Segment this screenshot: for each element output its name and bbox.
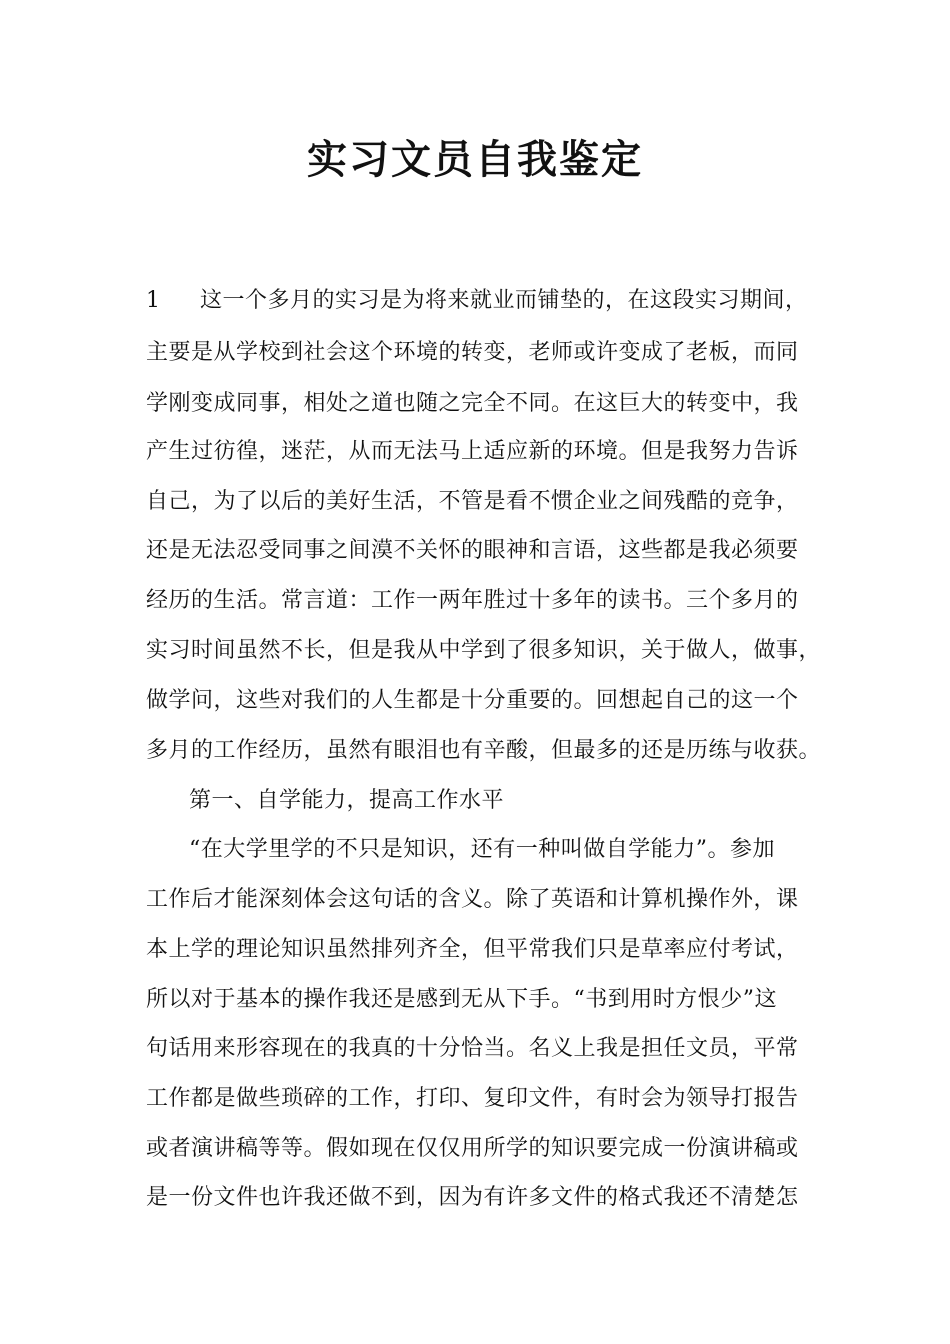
text-line: 本上学的理论知识虽然排列齐全，但平常我们只是草率应付考试， [146, 937, 799, 962]
text-line: 句话用来形容现在的我真的十分恰当。名义上我是担任文员，平常 [146, 1036, 799, 1061]
text-line: 多月的工作经历，虽然有眼泪也有辛酸，但最多的还是历练与收获。 [146, 738, 822, 763]
text-line: 自己，为了以后的美好生活，不管是看不惯企业之间残酷的竞争， [146, 489, 799, 514]
text-line: 产生过彷徨，迷茫，从而无法马上适应新的环境。但是我努力告诉 [146, 439, 799, 464]
text-line: 做学问，这些对我们的人生都是十分重要的。回想起自己的这一个 [146, 688, 799, 713]
text-line-content: 这一个多月的实习是为将来就业而铺垫的，在这段实习期间， [200, 288, 808, 313]
text-line: 主要是从学校到社会这个环境的转变，老师或许变成了老板，而同 [146, 340, 799, 365]
text-line [146, 287, 808, 315]
text-line: “在大学里学的不只是知识，还有一种叫做自学能力”。参加 [189, 837, 775, 862]
section-heading: 第一、自学能力，提高工作水平 [189, 788, 505, 813]
text-line: 还是无法忍受同事之间漠不关怀的眼神和言语，这些都是我必须要 [146, 538, 799, 563]
text-line: 是一份文件也许我还做不到，因为有许多文件的格式我还不清楚怎 [146, 1185, 799, 1210]
text-line: 实习时间虽然不长，但是我从中学到了很多知识，关于做人，做事， [146, 638, 822, 663]
text-line: 工作后才能深刻体会这句话的含义。除了英语和计算机操作外，课 [146, 887, 799, 912]
text-line: 所以对于基本的操作我还是感到无从下手。“书到用时方恨少”这 [146, 987, 777, 1012]
text-line: 学刚变成同事，相处之道也随之完全不同。在这巨大的转变中，我 [146, 391, 799, 416]
document-title: 实习文员自我鉴定 [307, 137, 643, 183]
text-line: 工作都是做些琐碎的工作，打印、复印文件，有时会为领导打报告 [146, 1086, 799, 1111]
text-line: 经历的生活。常言道：工作一两年胜过十多年的读书。三个多月的 [146, 588, 799, 613]
text-line: 或者演讲稿等等。假如现在仅仅用所学的知识要完成一份演讲稿或 [146, 1136, 799, 1161]
paragraph-number: 1 [146, 288, 161, 313]
